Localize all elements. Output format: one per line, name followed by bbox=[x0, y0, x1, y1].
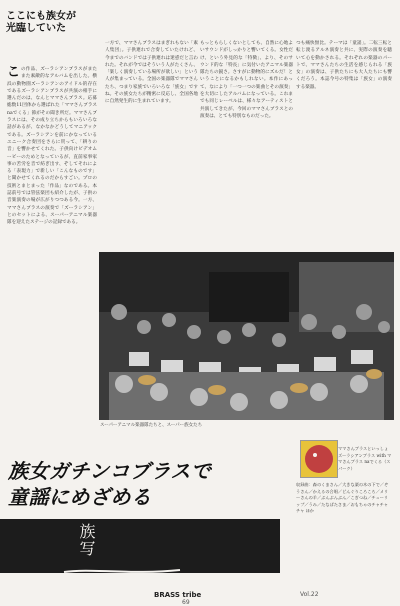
lead-line-1: ここにも族女が bbox=[6, 11, 76, 22]
article-column-4 bbox=[296, 40, 392, 256]
release-title: ママさんブラスといっしょ ズーラシアンブラス with ママさんブラス naでくる（スパーク） bbox=[338, 446, 392, 471]
column-1-text: の作品、ズーラシアンブラスがまたまた素敵的なアルバムを出した。横浜の動物園ズーラシアンのアイドル的存在であるズーラシアンブラスが共演の相手に選んだのは、なんとママさんブラス。応募総数11団体から選ばれた「ママさんブラスnaでくる」節がその聞き所だ。ママさんブラスには、その成り立ちからもいろいろな話があるが、なかなかどうしてマニアックである。ズーラシアンを前にかなっているユニーク合奏団をさらに買って、「耕りの音」を響かせてくれた。子供向けビデオムービーのためとなっているが、直前家事家事の苦労を音で紡ぎ出す、ぞしてそれによる「表現力」で新しい「こんなものです」と聞かせてくれるのだからすごい。プロの技術とまとまった「作品」なのである。本誌前号では管弦楽団も紹介したが、子供の音楽演奏の場が広がりつつある今。一方、ママさんブラスの演奏で「ズーラシアン」とのセットによる、スーパーアニマル楽器隊を迎えたステージの記録である。 bbox=[7, 67, 97, 226]
release-info bbox=[296, 446, 392, 515]
volume-label: Vol.22 bbox=[300, 591, 319, 598]
brush-stroke bbox=[62, 567, 182, 575]
article-column-1 bbox=[7, 66, 97, 456]
photo-illustration bbox=[99, 252, 394, 420]
page-footer bbox=[0, 590, 400, 606]
page-number: 69 bbox=[182, 599, 190, 606]
article-column-2 bbox=[105, 40, 198, 256]
magazine-name: BRASS tribe bbox=[154, 591, 202, 599]
article-column-3 bbox=[200, 40, 293, 256]
column-2-text: 一方で、ママさんブラスはまぎれもない「素人集団」。子供連れで合奏していたけれど、今までのバンドでは子供連れは迷惑だと言われた。それが今ではそういう人がたくさん、「楽しく演奏している場所が欲しい」という人が集まっている。全国の楽器隊でママさんたち、つまり家族でいろいろな「族女」ですね。その族女たちが精密に反応し、全国各地に自然発生的に生まれています。 bbox=[105, 41, 198, 105]
band-title: 族写 bbox=[77, 523, 96, 557]
photo-caption: スーパーアニマル楽器隊たちと、スーパー族女たち bbox=[100, 423, 203, 428]
lead-line-2: 光臨していた bbox=[6, 23, 66, 34]
lead-heading bbox=[6, 11, 96, 35]
headline-line-1: 族女ガチンコブラスで bbox=[8, 459, 212, 483]
title-band bbox=[0, 519, 280, 573]
band-performance-photo bbox=[99, 252, 394, 420]
column-3-text: もっともらしくないとしても、自然に心地よいサウンドがしっかりと響いてくる。女性だけ、という外見的な「特徴」、より、そのサウンド的な「特長」に気付いたアニマル楽器隊たちの鋭さ。さすがに動物的にズルだ！ということになるかもしれない。本作にあって、なにより「一つ一つの楽曲とその演奏」を大切にしたアルバムになっている。これまでも同じレーベルは、様々なアーティストと共演してきたが、今回のママさんブラスとの演奏は、とても特別なものだった。 bbox=[200, 41, 293, 119]
column-4-text: つも痛快無比。テーマは「童謡」。二転三転と転じ渡るアルネ演奏と共に、実際の演奏を聴いて心を動かされる。それぞれの楽器のパートで、ママさんたちの生活を感じられる「族女」の演奏は、子供たちにも大人たちにも響くだろう。本誌今号の特集は「族女」の演奏する楽器。 bbox=[296, 41, 392, 90]
drop-cap: こ bbox=[7, 66, 21, 80]
headline-line-2: 童謡にめざめる bbox=[8, 485, 152, 509]
release-tracks: 収録曲：森のくまさん／大きな栗の木の下で／ぞうさん／かえるの合唱／どんぐりころころ／メリーさんの羊／ぶんぶんぶん／こぎつね／チューリップ／うみ／たなばたさま／おもちゃのチャチャチャ ほか bbox=[296, 482, 389, 514]
article-headline bbox=[8, 458, 211, 510]
